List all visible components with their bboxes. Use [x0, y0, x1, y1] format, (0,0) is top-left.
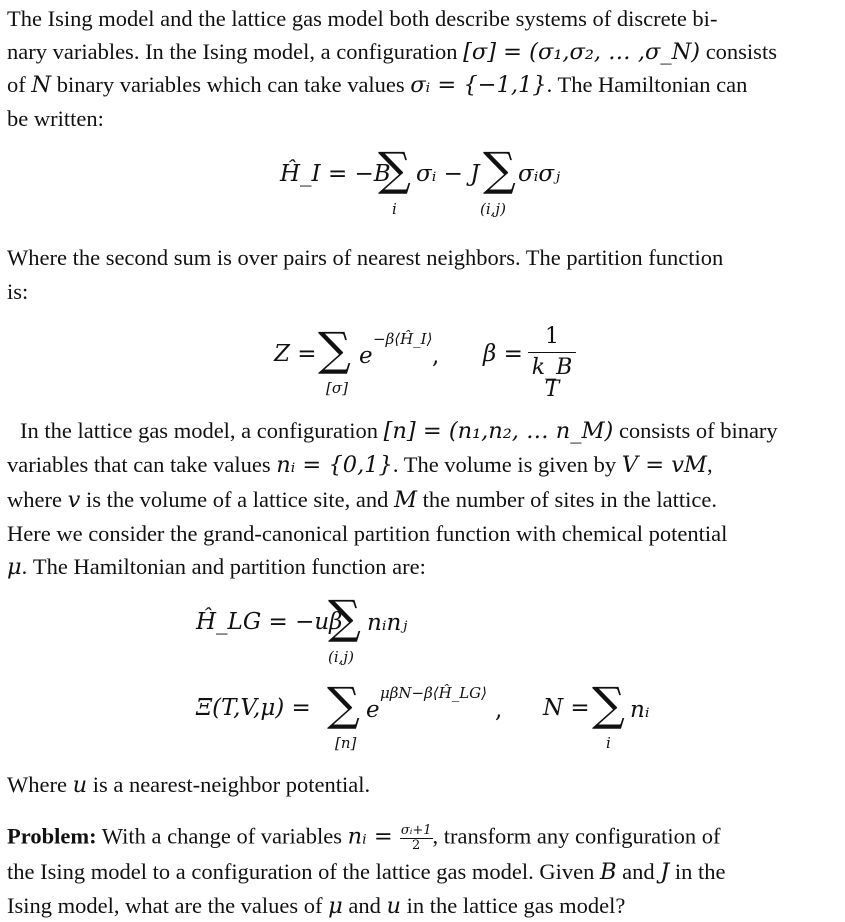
problem-line-2: the Ising model to a configuration of the lattice gas model. Given B and J in the — [7, 859, 726, 885]
eq-grand-lhs: Ξ(T,V,μ) = — [196, 695, 311, 721]
eq-grand-exp-power: μβN−β⟨Ĥ_LG⟩ — [380, 684, 488, 702]
para4-line: Where u is a nearest-neighbor potential. — [7, 772, 371, 798]
sum-symbol-2: ∑ — [483, 142, 516, 196]
eq-ising-index-2: (i,j) — [480, 200, 506, 218]
eq-grand-comma: , — [495, 697, 503, 723]
beta-fraction — [528, 326, 576, 401]
intro-line-4: be written: — [7, 106, 104, 131]
para3-line-4: Here we consider the grand-canonical partition function with chemical potential — [7, 521, 728, 546]
sum-symbol-5: ∑ — [327, 677, 360, 731]
para2-line-1: Where the second sum is over pairs of nearest neighbors. The partition function — [7, 245, 724, 270]
eq-ising-lhs: Ĥ_I = −B — [280, 161, 391, 187]
eq-grand-index-2: i — [606, 734, 611, 752]
eq-partition-lhs: Z = — [274, 341, 317, 367]
eq-ising-term2: σᵢσⱼ — [518, 161, 561, 187]
eq-grand-exp-base: e — [366, 697, 380, 723]
intro-line-1: The Ising model and the lattice gas model both describe systems of discrete bi- — [7, 6, 718, 31]
eq-grand-n-lhs: N = — [543, 695, 590, 721]
fraction-denominator: k_B T — [531, 355, 573, 402]
para2-line-2: is: — [7, 279, 29, 304]
para3-line-2: variables that can take values nᵢ = {0,1}. The volume is given by V = vM, — [7, 452, 713, 478]
para3-line-5: μ. The Hamiltonian and partition function are: — [7, 554, 426, 580]
sum-symbol-6: ∑ — [592, 677, 625, 731]
intro-line-2: nary variables. In the Ising model, a configuration [σ] = (σ₁,σ₂, … ,σ_N) consists — [7, 39, 777, 65]
sum-symbol-1: ∑ — [378, 142, 411, 196]
eq-partition-index: [σ] — [326, 379, 348, 397]
problem-line-3: Ising model, what are the values of μ and u in the lattice gas model? — [7, 893, 626, 919]
eq-partition-exp-base: e — [359, 343, 373, 369]
eq-partition-exp-power: −β⟨Ĥ_I⟩ — [373, 330, 433, 348]
eq-ising-index-1: i — [392, 200, 397, 218]
sum-symbol-3: ∑ — [318, 322, 351, 376]
para3-line-1: In the lattice gas model, a configuration [n] = (n₁,n₂, … n_M) consists of binary — [20, 418, 778, 444]
eq-partition-beta: β = — [483, 341, 523, 367]
eq-partition-comma: , — [432, 343, 440, 369]
fraction-numerator: 1 — [545, 324, 559, 349]
eq-grand-index-1: [n] — [335, 734, 357, 752]
eq-lattice-index: (i,j) — [328, 648, 354, 666]
problem-label: Problem: — [7, 823, 97, 849]
eq-lattice-lhs: Ĥ_LG = −uβ — [196, 609, 343, 635]
problem-fraction: $\frac{\text{σᵢ+1}}{2}$ — [400, 823, 432, 853]
eq-ising-term1: σᵢ − J — [416, 161, 480, 187]
para3-line-3: where v is the volume of a lattice site, and M the number of sites in the lattice. — [7, 487, 717, 513]
sum-symbol-4: ∑ — [328, 590, 361, 644]
problem-line-1: Problem: With a change of variables nᵢ = $\frac{\text{σᵢ+1}}{2}$ , transform any configuration of — [7, 823, 721, 853]
eq-grand-term: nᵢ — [630, 697, 650, 723]
eq-lattice-term: nᵢnⱼ — [367, 610, 408, 636]
intro-line-3: of N binary variables which can take values σᵢ = {−1,1}. The Hamiltonian can — [7, 72, 748, 98]
